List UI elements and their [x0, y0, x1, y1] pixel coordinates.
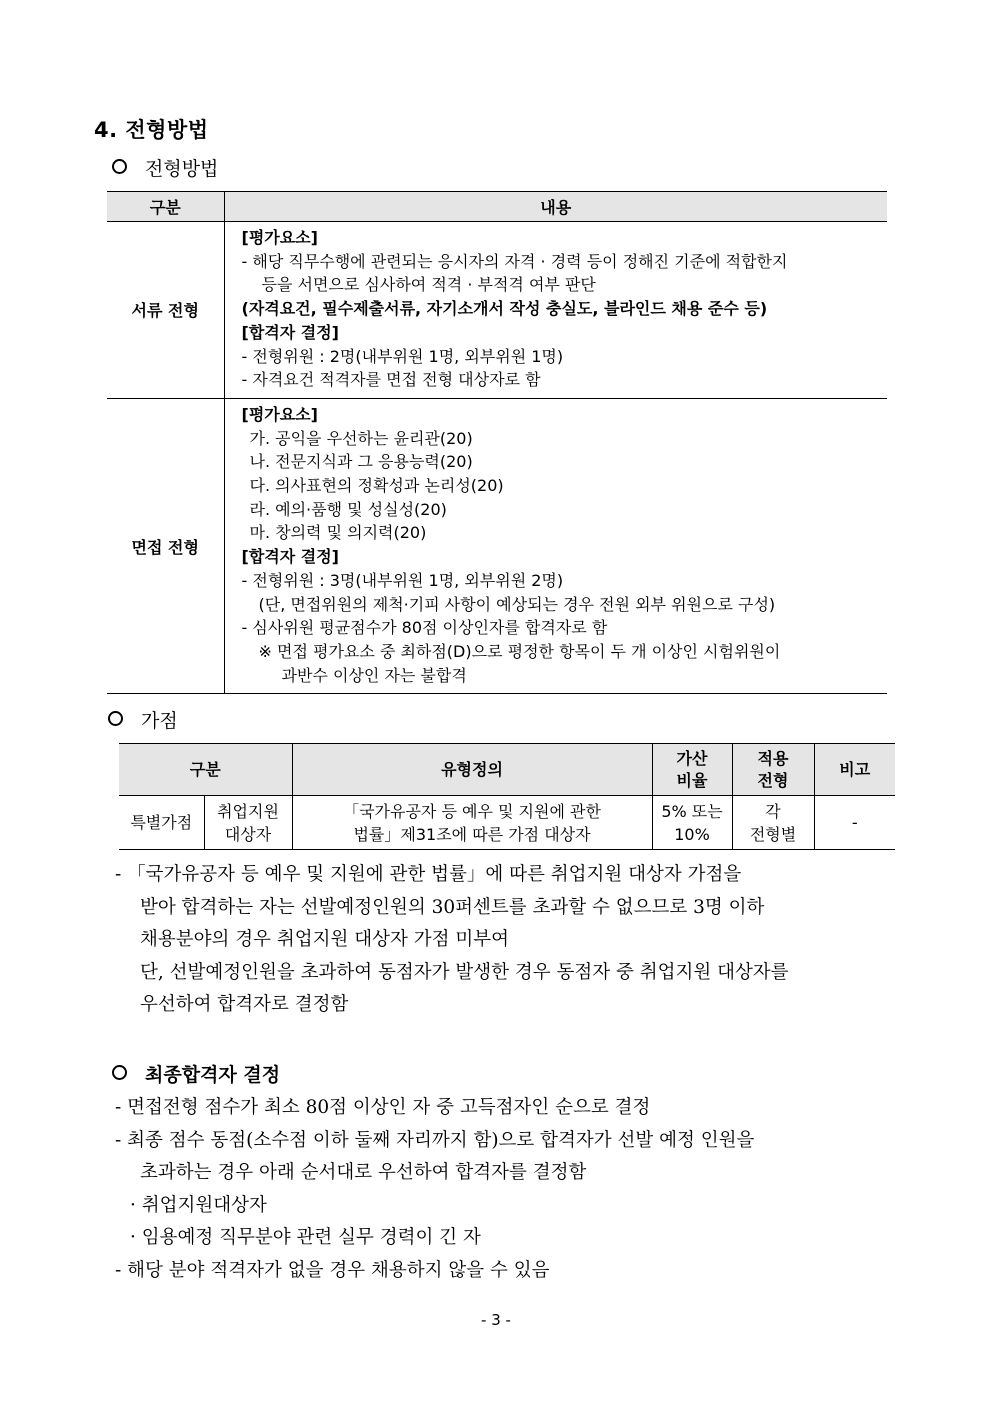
screening-method-table: [107, 191, 887, 694]
table-row: [107, 222, 887, 399]
table-row: [107, 398, 887, 693]
subsection-title-screening: 전형방법: [112, 154, 218, 181]
subsection-title-final: 최종합격자 결정: [112, 1060, 280, 1087]
final-decision-paragraph: - 면접전형 점수가 최소 80점 이상인 자 중 고득점자인 순으로 결정 - 최종 점수 동점(소수점 이하 둘째 자리까지 함)으로 합격자가 선발 예정 인원을 초과하는 경우 아래 순서대로 우선하여 합격자를 결정함 · 취업지원대상자 · 임용예정 직무분야 관련 실무 경력이 긴 자 - 해당 분야 적격자가 없을 경우 채용하지 않을 수 있음: [115, 1097, 755, 1281]
row-label-interview: 면접 전형: [107, 398, 224, 693]
bonus-paragraph: - 「국가유공자 등 예우 및 지원에 관한 법률」에 따른 취업지원 대상자 가점을 받아 합격하는 자는 선발예정인원의 30퍼센트를 초과할 수 없으므로 3명 이하 채용분야의 경우 취업지원 대상자 가점 미부여 단, 선발예정인원을 초과하여 동점자가 발생한 경우 동점자 중 취업지원 대상자를 우선하여 합격자로 결정함: [115, 864, 789, 1015]
circle-bullet-icon: [112, 159, 127, 174]
table-header-definition: 유형정의: [292, 744, 652, 796]
table-header-applies: 적용 전형: [732, 744, 814, 796]
cell-rate: 5% 또는 10%: [652, 796, 732, 850]
table-row: [119, 796, 895, 850]
cell-applies: 각 전형별: [732, 796, 814, 850]
page-number: - 3 -: [481, 1311, 511, 1329]
bonus-points-table: [119, 743, 895, 850]
table-header-content: 내용: [224, 192, 887, 222]
circle-bullet-icon: [112, 1065, 127, 1080]
cell-category: 특별가점: [119, 796, 204, 850]
subsection-title-bonus: 가점: [108, 706, 178, 733]
document-screening-content: [평가요소] - 해당 직무수행에 관련되는 응시자의 자격 · 경력 등이 정해진 기준에 적합한지 등을 서면으로 심사하여 적격 · 부적격 여부 판단 (자격요건, 필수제출서류, 자기소개서 작성 충실도, 블라인드 채용 준수 등) [합격자 결정] - 전형위원 : 2명(내부위원 1명, 외부위원 1명) - 자격요건 적격자를 면접 전형 대상자로 함: [241, 228, 788, 390]
table-header-note: 비고: [814, 744, 895, 796]
section-heading: 4. 전형방법: [94, 118, 209, 142]
circle-bullet-icon: [108, 711, 123, 726]
interview-screening-content: [평가요소] 가. 공익을 우선하는 윤리관(20) 나. 전문지식과 그 응용능력(20) 다. 의사표현의 정확성과 논리성(20) 라. 예의·품행 및 성실성(20) 마. 창의력 및 의지력(20) [합격자 결정] - 전형위원 : 3명(내부위원 1명, 외부위원 2명) (단, 면접위원의 제척·기피 사항이 예상되는 경우 전원 외부 위원으로 구성) - 심사위원 평균점수가 80점 이상인자를 합격자로 함 ※ 면접 평가요소 중 최하점(D)으로 평정한 항목이 두 개 이상인 시험위원이 과반수 이상인 자는 불합격: [241, 404, 781, 685]
table-header-rate: 가산 비율: [652, 744, 732, 796]
cell-subcategory: 취업지원 대상자: [204, 796, 292, 850]
row-label-document: 서류 전형: [107, 222, 224, 399]
cell-note: -: [851, 813, 858, 832]
table-header-category: 구분: [119, 744, 292, 796]
table-header-category: 구분: [107, 192, 224, 222]
cell-definition: 「국가유공자 등 예우 및 지원에 관한 법률」제31조에 따른 가점 대상자: [292, 796, 652, 850]
